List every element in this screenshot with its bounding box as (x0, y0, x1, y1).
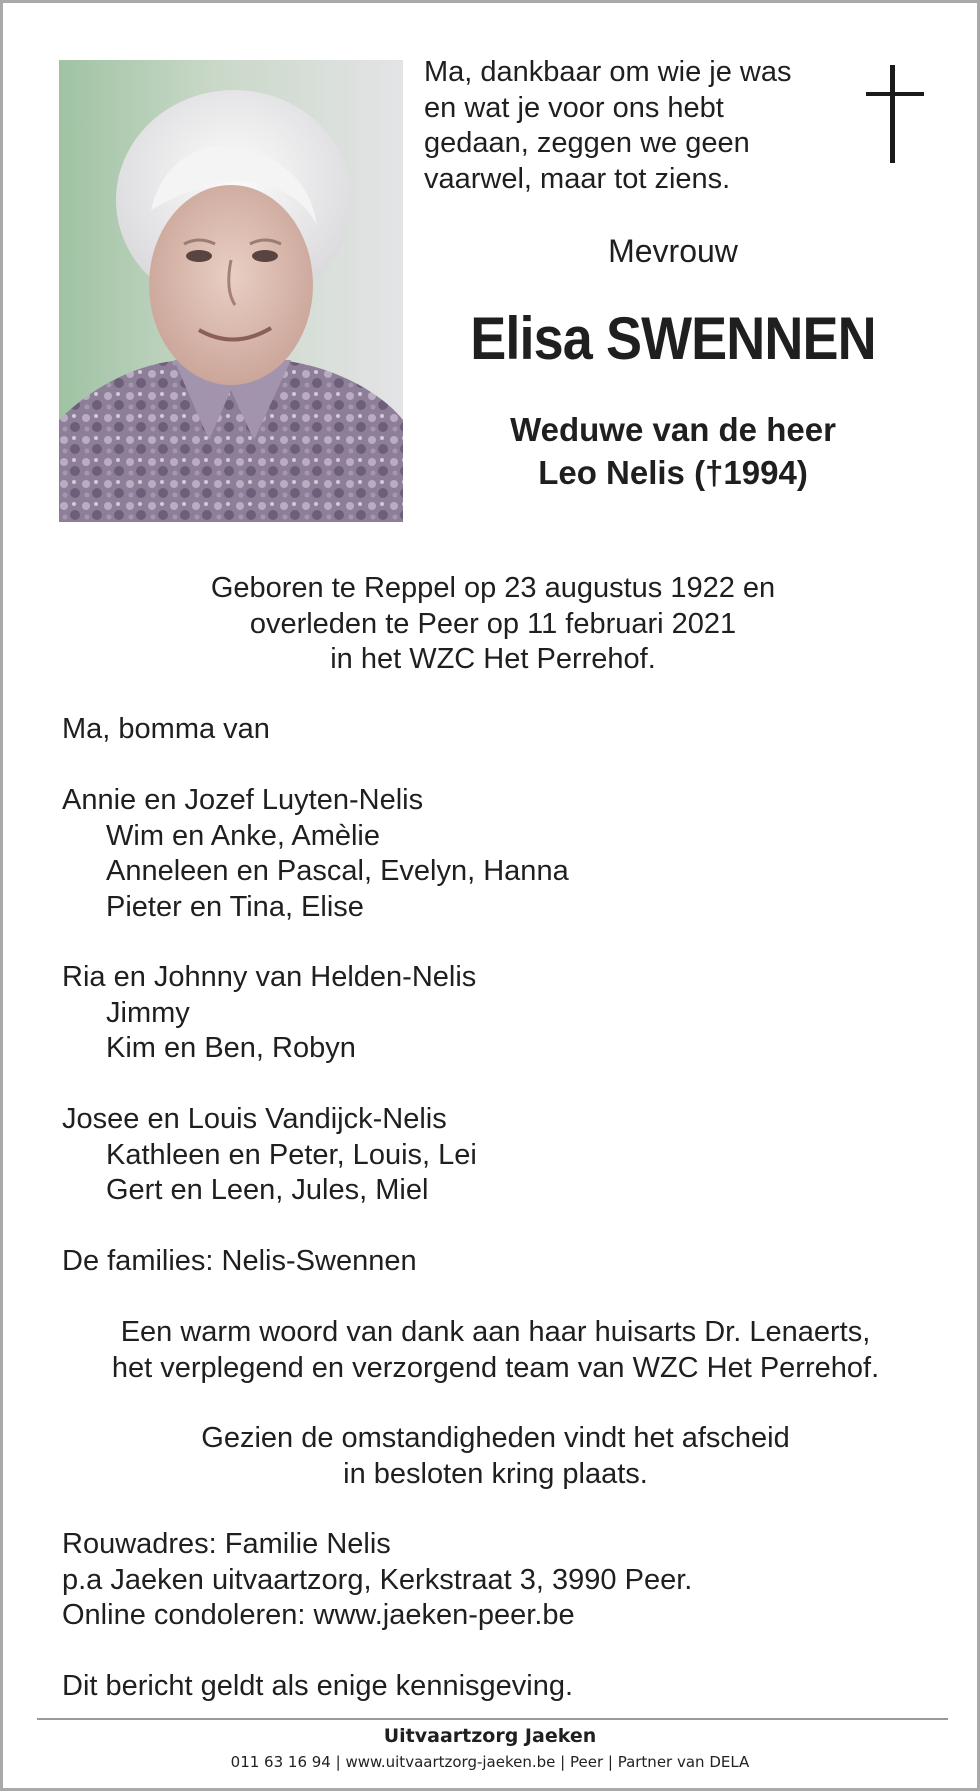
cross-icon (866, 65, 924, 163)
dates-line: in het WZC Het Perrehof. (330, 643, 656, 675)
families-line: De families: Nelis-Swennen (62, 1245, 417, 1277)
family-head: Ria en Johnny van Helden-Nelis (62, 961, 477, 993)
poem-line: en wat je voor ons hebt (424, 91, 724, 124)
footer-title: Uitvaartzorg Jaeken (383, 1725, 597, 1747)
poem-line: Ma, dankbaar om wie je was (424, 56, 792, 88)
family-member: Anneleen en Pascal, Evelyn, Hanna (106, 855, 569, 887)
family-member: Wim en Anke, Amèlie (106, 819, 380, 852)
notice-line: Dit bericht geldt als enige kennisgeving. (62, 1670, 574, 1702)
dates-line: overleden te Peer op 11 februari 2021 (249, 607, 737, 640)
family-member: Pieter en Tina, Elise (106, 890, 364, 923)
widow-line: Leo Nelis (†1994) (538, 454, 808, 491)
family-member: Jimmy (106, 996, 190, 1029)
portrait-photo (59, 60, 403, 522)
thanks-paragraph (43, 1315, 948, 1386)
honorific: Mevrouw (608, 233, 738, 269)
farewell-paragraph (43, 1421, 948, 1492)
birth-death-dates (43, 571, 943, 678)
deceased-name: Elisa SWENNEN (470, 305, 876, 372)
condolence-link[interactable]: Online condoleren: www.jaeken-peer.be (62, 1599, 575, 1631)
thanks-line: Een warm woord van dank aan haar huisarts Dr. Lenaerts, (120, 1316, 871, 1348)
family-group (62, 783, 569, 925)
family-intro: Ma, bomma van (62, 713, 270, 745)
poem-line: gedaan, zeggen we geen (424, 127, 750, 159)
family-head: Josee en Louis Vandijck-Nelis (62, 1103, 447, 1135)
family-group (62, 960, 476, 1067)
widow-of (433, 408, 913, 494)
poem-verse (424, 55, 844, 197)
farewell-line: in besloten kring plaats. (343, 1457, 648, 1490)
farewell-line: Gezien de omstandigheden vindt het afscheid (201, 1422, 790, 1454)
address-line: Rouwadres: Familie Nelis (62, 1528, 391, 1560)
footer-info: 011 63 16 94 | www.uitvaartzorg-jaeken.be | Peer | Partner van DELA (230, 1753, 750, 1771)
poem-line: vaarwel, maar tot ziens. (424, 162, 731, 195)
family-head: Annie en Jozef Luyten-Nelis (62, 784, 424, 816)
address-block (62, 1527, 692, 1634)
family-group (62, 1102, 477, 1209)
thanks-line: het verplegend en verzorgend team van WZC Het Perrehof. (111, 1351, 880, 1384)
dates-line: Geboren te Reppel op 23 augustus 1922 en (210, 572, 776, 604)
family-member: Gert en Leen, Jules, Miel (106, 1174, 429, 1206)
footer-divider (37, 1718, 948, 1720)
family-member: Kathleen en Peter, Louis, Lei (106, 1138, 477, 1171)
address-line: p.a Jaeken uitvaartzorg, Kerkstraat 3, 3990 Peer. (62, 1563, 693, 1596)
widow-line: Weduwe van de heer (510, 411, 836, 448)
family-member: Kim en Ben, Robyn (106, 1032, 356, 1064)
